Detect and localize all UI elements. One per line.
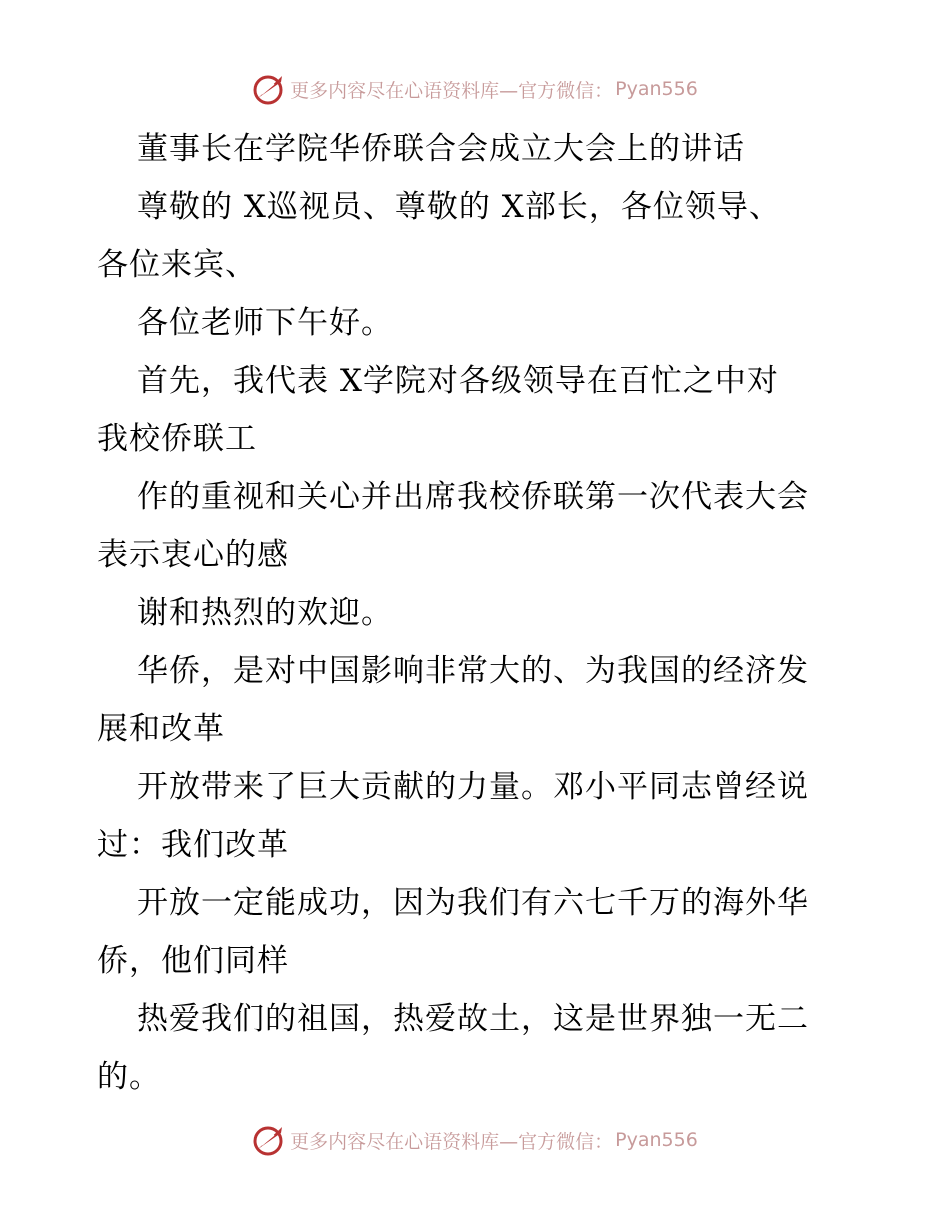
text-line: 展和改革 bbox=[97, 711, 225, 747]
text-line: 的。 bbox=[97, 1059, 161, 1095]
text-line: 我校侨联工 bbox=[97, 421, 257, 457]
quill-logo-icon bbox=[252, 72, 286, 106]
watermark-text: 更多内容尽在心语资料库—官方微信： bbox=[290, 79, 614, 102]
text-line: 尊敬的 X巡视员、尊敬的 X部长，各位领导、 bbox=[137, 189, 781, 225]
document-title: 董事长在学院华侨联合会成立大会上的讲话 bbox=[137, 131, 745, 167]
header-watermark bbox=[0, 72, 950, 106]
text-line: 首先，我代表 X学院对各级领导在百忙之中对 bbox=[137, 363, 779, 399]
text-line: 侨，他们同样 bbox=[97, 943, 289, 979]
document-body bbox=[97, 120, 877, 1106]
text-line: 谢和热烈的欢迎。 bbox=[137, 595, 393, 631]
text-line: 各位来宾、 bbox=[97, 247, 257, 283]
text-line: 热爱我们的祖国，热爱故土，这是世界独一无二 bbox=[137, 1001, 809, 1037]
text-line: 作的重视和关心并出席我校侨联第一次代表大会 bbox=[137, 479, 809, 515]
watermark-wechat-id: Pyan556 bbox=[615, 1129, 698, 1151]
text-line: 开放带来了巨大贡献的力量。邓小平同志曾经说 bbox=[137, 769, 809, 805]
text-line: 开放一定能成功，因为我们有六七千万的海外华 bbox=[137, 885, 809, 921]
text-line: 华侨，是对中国影响非常大的、为我国的经济发 bbox=[137, 653, 809, 689]
text-line: 过：我们改革 bbox=[97, 827, 289, 863]
watermark-wechat-id: Pyan556 bbox=[615, 78, 698, 100]
footer-watermark bbox=[0, 1123, 950, 1157]
text-line: 各位老师下午好。 bbox=[137, 305, 393, 341]
quill-logo-icon bbox=[252, 1123, 286, 1157]
watermark-text: 更多内容尽在心语资料库—官方微信： bbox=[290, 1130, 614, 1153]
text-line: 表示衷心的感 bbox=[97, 537, 289, 573]
